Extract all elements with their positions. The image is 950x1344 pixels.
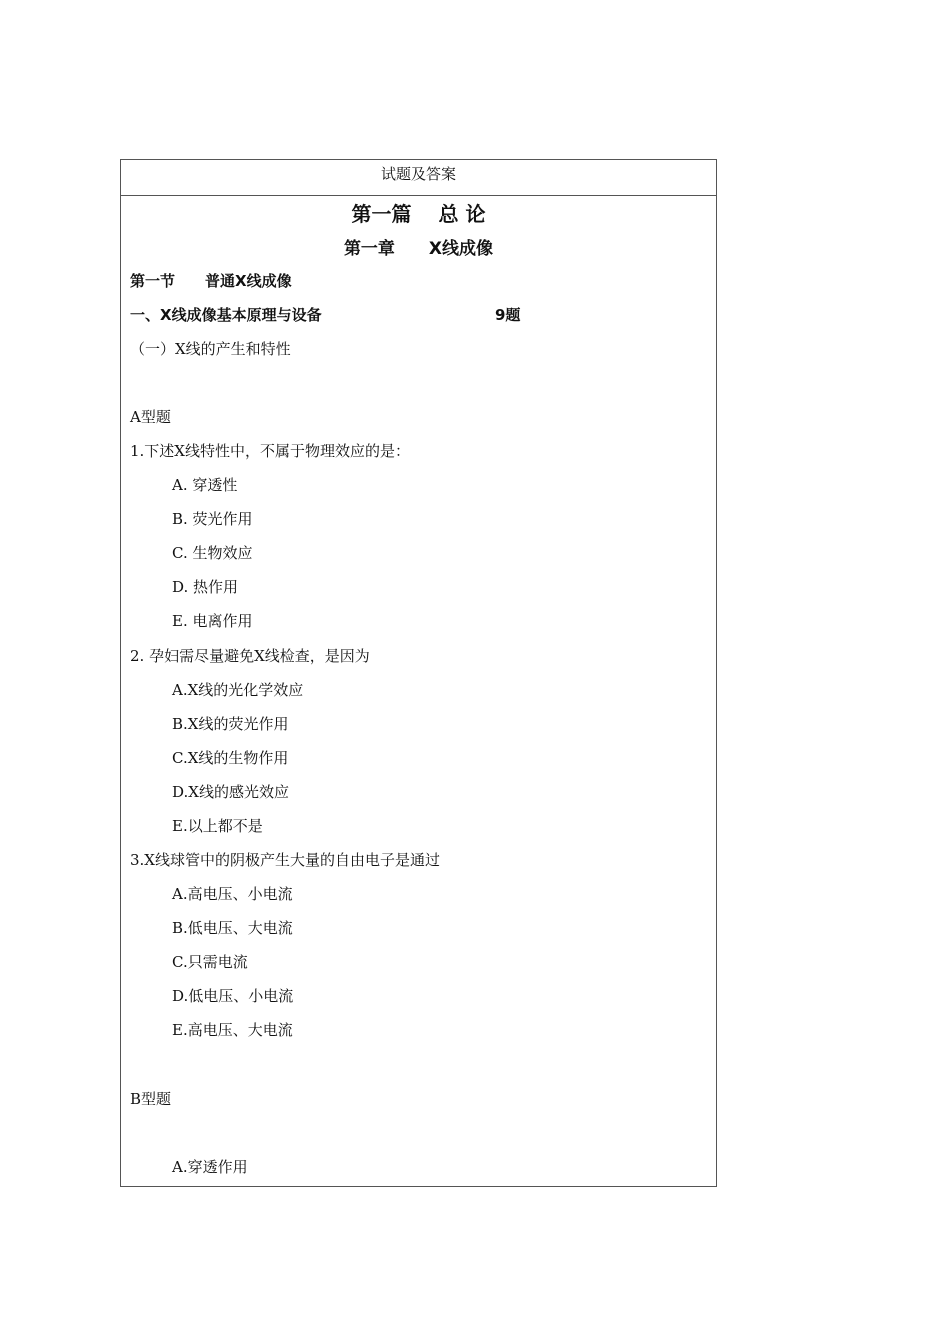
question-option: A.穿透作用 xyxy=(172,1158,248,1176)
question-option: D.X线的感光效应 xyxy=(172,783,289,801)
question-option: E. 电离作用 xyxy=(172,612,253,630)
question-option: B. 荧光作用 xyxy=(172,510,253,528)
section-title: 第一节 普通X线成像 xyxy=(130,272,292,290)
question-option: B.低电压、大电流 xyxy=(172,919,293,937)
question-option: D. 热作用 xyxy=(172,578,239,596)
question-stem: 1.下述X线特性中，不属于物理效应的是： xyxy=(130,442,410,460)
question-option: E.高电压、大电流 xyxy=(172,1021,293,1039)
question-option: A.高电压、小电流 xyxy=(172,885,293,903)
question-option: D.低电压、小电流 xyxy=(172,987,294,1005)
question-stem: 2. 孕妇需尽量避免X线检查，是因为 xyxy=(130,647,370,665)
question-option: C. 生物效应 xyxy=(172,544,253,562)
question-option: B.X线的荧光作用 xyxy=(172,715,289,733)
type-a-label: A型题 xyxy=(130,408,171,426)
topic-title: 一、X线成像基本原理与设备 xyxy=(130,306,322,324)
part-title: 第一篇 总 论 xyxy=(351,202,486,226)
topic-count: 9题 xyxy=(495,306,521,324)
question-option: C.X线的生物作用 xyxy=(172,749,289,767)
question-option: E.以上都不是 xyxy=(172,817,263,835)
question-option: A. 穿透性 xyxy=(172,476,238,494)
chapter-title: 第一章 X线成像 xyxy=(343,239,494,259)
question-option: A.X线的光化学效应 xyxy=(172,681,304,699)
question-stem: 3.X线球管中的阴极产生大量的自由电子是通过 xyxy=(130,851,440,869)
question-option: C.只需电流 xyxy=(172,953,248,971)
document-frame xyxy=(120,159,717,1187)
header-title: 试题及答案 xyxy=(121,160,716,196)
subtopic-title: （一）X线的产生和特性 xyxy=(130,340,291,358)
type-b-label: B型题 xyxy=(130,1090,172,1108)
